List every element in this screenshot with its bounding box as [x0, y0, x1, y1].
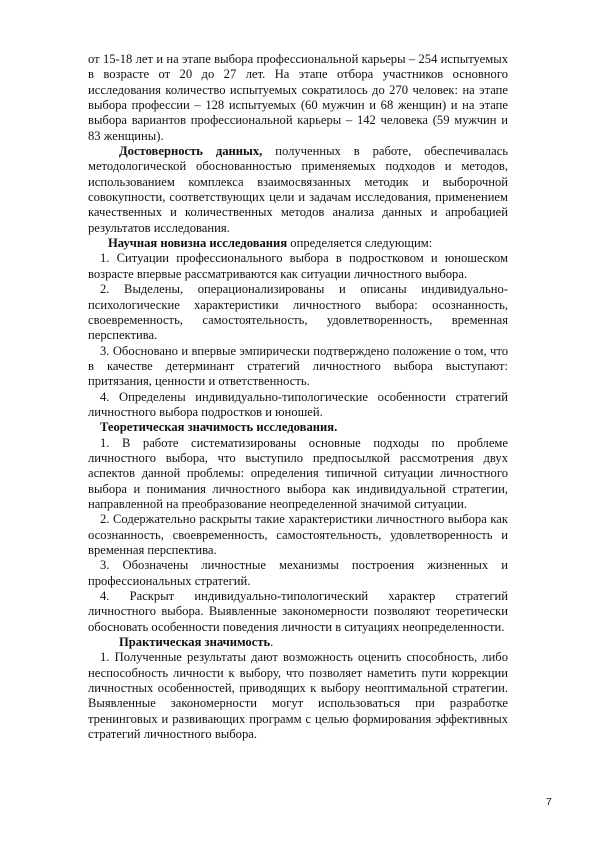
novelty-heading: Научная новизна исследования	[108, 236, 288, 251]
document-page	[88, 52, 508, 742]
reliability-heading: Достоверность данных,	[119, 144, 263, 159]
theoretical-item-4: 4. Раскрыт индивидуально-типологический характер стратегий личностного выбора. Выявленные закономерности позволяют теоретически обосновать особенности поведения личности в ситуациях неопределенности.	[88, 589, 508, 634]
theoretical-item-3: 3. Обозначены личностные механизмы построения жизненных и профессиональных стратегий.	[88, 558, 508, 588]
theoretical-item-1: 1. В работе систематизированы основные подходы по проблеме личностного выбора, что выступило предпосылкой рассмотрения двух аспектов данной проблемы: определения типичной ситуации личностного выбора и понимания личностного выбора как индивидуальной стратегии, направленной на преобразование неопределенной значимой ситуации.	[88, 435, 508, 511]
practical-heading-line	[88, 635, 508, 650]
practical-heading-tail: .	[270, 635, 274, 650]
novelty-intro: определяется следующим:	[287, 236, 433, 251]
theoretical-item-2: 2. Содержательно раскрыты такие характеристики личностного выбора как осознанность, своевременность, самостоятельность, удовлетворенность и временная перспектива.	[88, 512, 508, 557]
theoretical-heading-line	[88, 420, 508, 435]
intro-paragraph: от 15-18 лет и на этапе выбора профессиональной карьеры – 254 испытуемых в возрасте от 20 до 27 лет. На этапе отбора участников основного исследования количество испытуемых сократилось до 270 человек: на этапе выбора профессии – 128 испытуемых (60 мужчин и 68 женщин) и на этапе выбора вариантов профессиональной карьеры – 142 человека (59 мужчин и 83 женщины).	[88, 52, 508, 143]
novelty-item-3: 3. Обосновано и впервые эмпирически подтверждено положение о том, что в качестве детерминант стратегий личностного выбора выступают: притязания, ценности и ответственность.	[88, 343, 508, 389]
practical-heading: Практическая значимость	[119, 635, 271, 650]
novelty-item-1: 1. Ситуации профессионального выбора в подростковом и юношеском возрасте впервые рассматриваются как ситуации личностного выбора.	[88, 251, 508, 281]
reliability-paragraph	[88, 144, 508, 236]
novelty-item-2: 2. Выделены, операционализированы и описаны индивидуально-психологические характеристики личностного выбора: осознанность, своевременность, самостоятельность, удовлетворенность, временная перспектива.	[88, 282, 508, 343]
page-number: 7	[546, 796, 552, 808]
theoretical-heading: Теоретическая значимость исследования.	[100, 420, 338, 435]
practical-item-1: 1. Полученные результаты дают возможность оценить способность, либо неспособность личности к выбору, что позволяет наметить пути коррекции личностных особенностей, приводящих к выбору неоптимальной стратегии. Выявленные закономерности могут использоваться при разработке тренинговых и развивающих программ с целью формирования эффективных стратегий личностного выбора.	[88, 650, 508, 742]
novelty-item-4: 4. Определены индивидуально-типологические особенности стратегий личностного выбора подростков и юношей.	[88, 389, 508, 419]
reliability-text: полученных в работе, обеспечивалась методологической обоснованностью применяемых подходов и методов, использованием комплекса взаимосвязанных методик и выборочной совокупности, соответствующих цели и задачам исследования, применением качественных и количественных методов анализа данных и апробацией результатов исследования.	[88, 144, 508, 235]
novelty-heading-line	[88, 236, 508, 251]
